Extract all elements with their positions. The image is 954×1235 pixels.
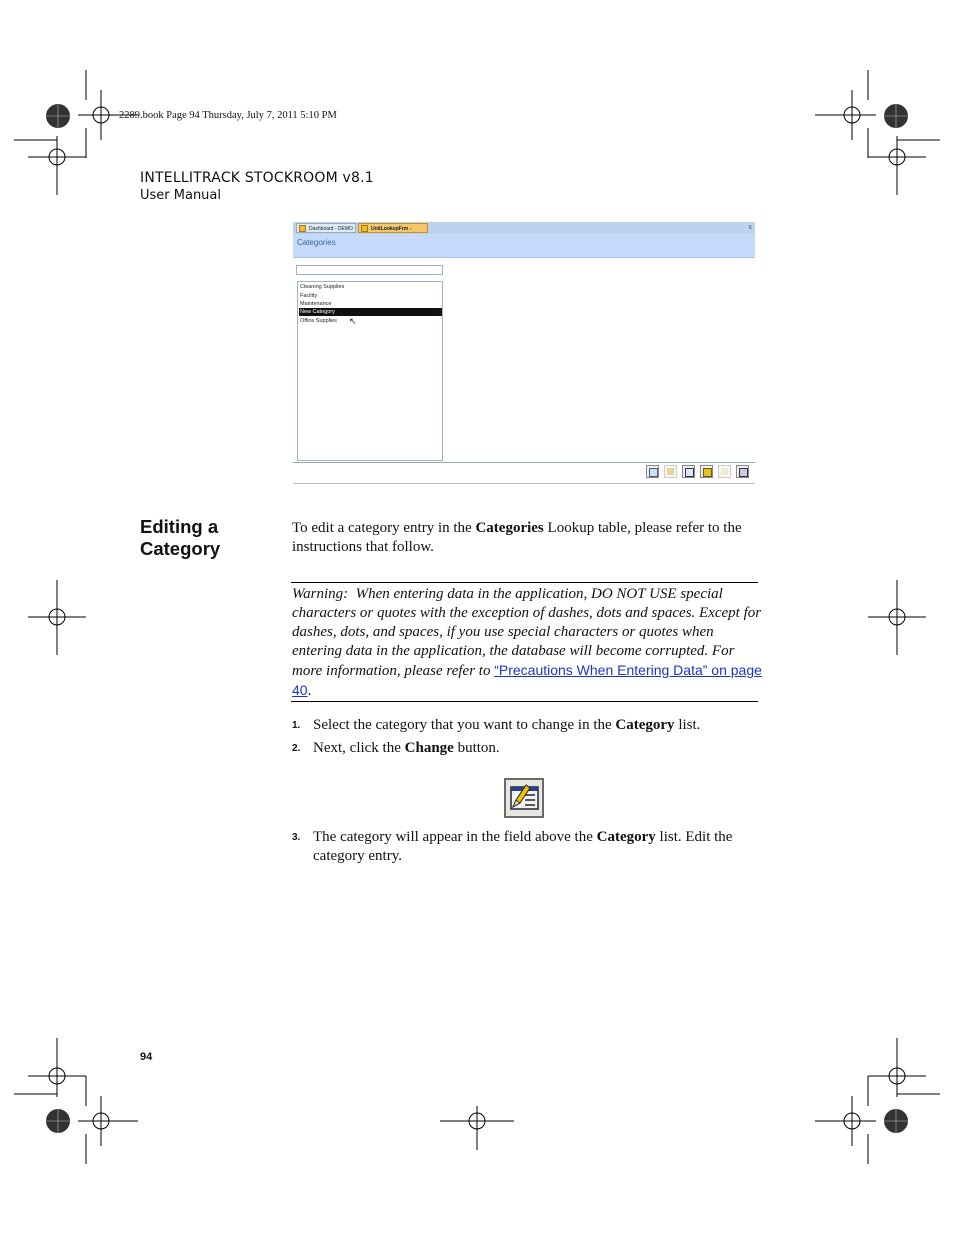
undo-button[interactable]: [718, 465, 731, 478]
tab-unit-lookup[interactable]: UnitLookupFrm -: [358, 223, 428, 233]
list-item-selected[interactable]: New Category: [299, 308, 442, 316]
intro-paragraph: To edit a category entry in the Categories Lookup table, please refer to the instructions that follow.: [292, 520, 742, 555]
precautions-link[interactable]: “Precautions When Entering Data” on page 40: [292, 662, 762, 698]
form-icon: [299, 225, 306, 232]
print-info-line: 2289.book Page 94 Thursday, July 7, 2011 5:10 PM: [119, 110, 337, 121]
form-title: Categories: [297, 238, 336, 247]
category-list[interactable]: [297, 281, 443, 461]
save-button[interactable]: [664, 465, 677, 478]
step-number: 2.: [292, 743, 301, 754]
list-item[interactable]: Facility: [300, 293, 318, 299]
form-header: [293, 234, 755, 258]
list-item[interactable]: Cleaning Supplies: [300, 284, 345, 290]
manual-subtitle: User Manual: [140, 188, 222, 203]
change-button[interactable]: [682, 465, 695, 478]
warning-top-rule: [291, 582, 758, 583]
manual-product-title: INTELLITRACK STOCKROOM v8.1: [140, 170, 374, 186]
step-number: 1.: [292, 720, 301, 731]
list-item[interactable]: Maintenance: [300, 301, 332, 307]
close-icon[interactable]: x: [748, 224, 752, 231]
exit-button[interactable]: [736, 465, 749, 478]
step-text: Select the category that you want to change in the Category list.: [313, 717, 701, 733]
step-number: 3.: [292, 832, 301, 843]
divider: [293, 483, 755, 484]
mouse-pointer-icon: ↖: [349, 317, 357, 327]
change-icon: [506, 780, 542, 816]
list-item[interactable]: Office Supplies: [300, 318, 337, 324]
delete-button[interactable]: [700, 465, 713, 478]
form-icon: [361, 225, 368, 232]
section-title: Editing a Category: [140, 516, 221, 559]
step-text: Next, click the Change button.: [313, 740, 500, 756]
divider: [293, 462, 755, 463]
tab-dashboard[interactable]: Dashboard - DEMO: [296, 223, 356, 233]
category-input[interactable]: [296, 265, 443, 275]
change-button-illustration: [504, 778, 544, 818]
warning-bottom-rule: [291, 701, 758, 702]
categories-lookup-screenshot: [293, 222, 755, 484]
step-text: The category will appear in the field above the Category list. Edit the category entry.: [313, 829, 733, 864]
warning-note: Warning: When entering data in the application, DO NOT USE special characters or quotes with the exception of dashes, dots and spaces. Except for dashes, dots, and spaces, if you use special characters or quotes when entering data in the application, the database will become corrupted. For more information, please refer to “Precautions When Entering Data” on page 40.: [292, 586, 762, 699]
page-number: 94: [140, 1051, 153, 1063]
add-button[interactable]: [646, 465, 659, 478]
